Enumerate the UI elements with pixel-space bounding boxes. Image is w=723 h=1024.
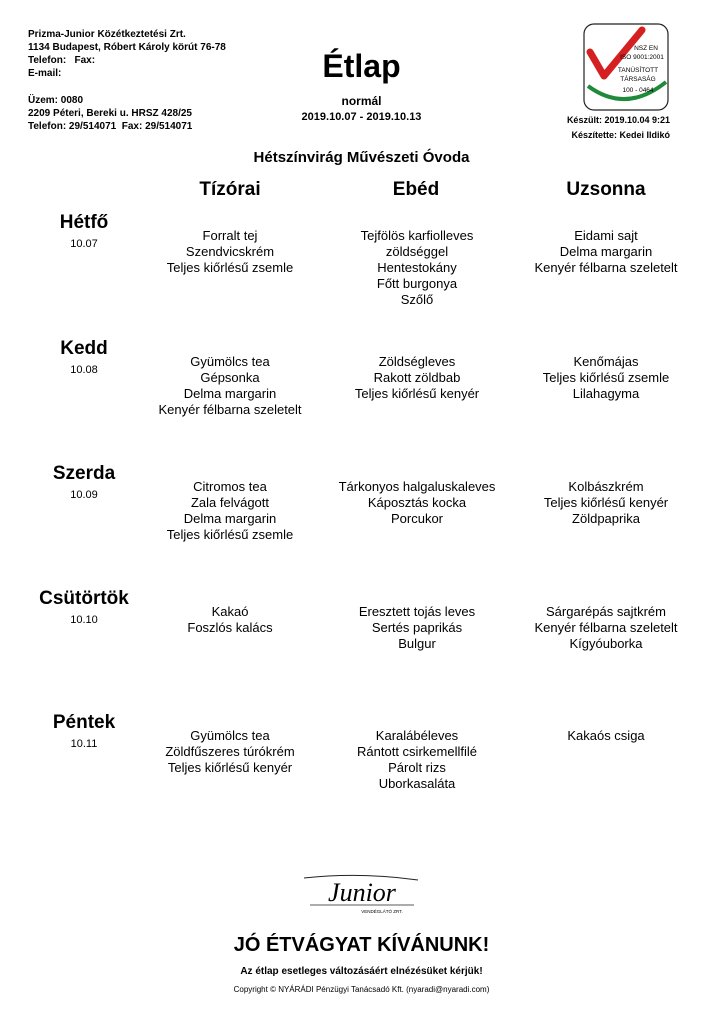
menu-cell-ebed (317, 728, 517, 792)
unit-phone: Telefon: 29/514071 Fax: 29/514071 (28, 121, 193, 132)
menu-item: Gépsonka (200, 370, 260, 385)
menu-item: Sárgarépás sajtkrém (546, 604, 666, 619)
school-name: Hétszínvirág Művészeti Óvoda (253, 149, 470, 166)
menu-item: Uborkasaláta (378, 776, 456, 791)
menu-item: Porcukor (390, 511, 444, 526)
company-email: E-mail: (28, 68, 62, 79)
menu-item: Kígyóuborka (569, 636, 643, 651)
menu-item: Kenyér félbarna szeletelt (534, 620, 678, 635)
menu-cell-uzsonna (506, 228, 706, 276)
menu-item: Zöldpaprika (572, 511, 640, 526)
menu-item: Foszlós kalács (187, 620, 273, 635)
menu-item: Rakott zöldbab (373, 370, 461, 385)
iso-certificate-seal (580, 22, 672, 112)
column-header-ebed: Ebéd (392, 179, 440, 200)
menu-item: Szendvicskrém (185, 244, 275, 259)
day-name: Csütörtök (39, 588, 129, 609)
day-date: 10.08 (70, 364, 98, 376)
menu-item: Párolt rizs (388, 760, 446, 775)
menu-item: zöldséggel (385, 244, 449, 259)
menu-cell-uzsonna (506, 604, 706, 652)
menu-cell-ebed (317, 479, 517, 527)
menu-item: Teljes kiőrlésű zsemle (542, 370, 670, 385)
menu-item: Főtt burgonya (376, 276, 458, 291)
menu-item: Gyümölcs tea (190, 354, 270, 369)
unit-address: 2209 Péteri, Bereki u. HRSZ 428/25 (28, 108, 192, 119)
menu-item: Gyümölcs tea (190, 728, 270, 743)
menu-cell-ebed (317, 354, 517, 402)
day-name: Hétfő (59, 212, 109, 233)
cert-line1: NSZ EN (634, 45, 658, 52)
menu-item: Zala felvágott (190, 495, 270, 510)
menu-item: Szőlő (400, 292, 434, 307)
cert-line2: ISO 9001:2001 (620, 54, 664, 61)
menu-item: Lilahagyma (572, 386, 640, 401)
menu-item: Kenyér félbarna szeletelt (158, 402, 302, 417)
menu-item: Forralt tej (202, 228, 258, 243)
menu-item: Káposztás kocka (367, 495, 467, 510)
menu-cell-ebed (317, 228, 517, 308)
column-header-uzsonna: Uzsonna (566, 179, 646, 200)
menu-period: 2019.10.07 - 2019.10.13 (301, 111, 422, 123)
cert-line4: TÁRSASÁG (620, 76, 656, 83)
company-name: Prizma-Junior Közétkeztetési Zrt. (28, 29, 186, 40)
menu-item: Tárkonyos halgaluskaleves (338, 479, 496, 494)
menu-cell-tizorai (130, 604, 330, 636)
menu-cell-tizorai (130, 354, 330, 418)
menu-item: Teljes kiőrlésű kenyér (167, 760, 293, 775)
change-note: Az étlap esetleges változásáért elnézésüket kérjük! (240, 966, 483, 977)
menu-cell-uzsonna (506, 479, 706, 527)
menu-item: Hentestokány (377, 260, 457, 275)
day-label (20, 462, 148, 502)
menu-item: Teljes kiőrlésű zsemle (166, 260, 294, 275)
menu-cell-tizorai (130, 728, 330, 776)
day-date: 10.07 (70, 238, 98, 250)
menu-item: Tejfölös karfiolleves (360, 228, 474, 243)
cert-line5: 100 - 0464 (622, 87, 654, 94)
menu-item: Delma margarin (559, 244, 653, 259)
cert-line3: TANÚSÍTOTT (617, 67, 659, 74)
menu-item: Kakaós csiga (567, 728, 645, 743)
logo-text: Junior (328, 878, 396, 907)
menu-item: Teljes kiőrlésű kenyér (354, 386, 480, 401)
menu-item: Rántott csirkemellfilé (357, 744, 477, 759)
menu-item: Eidami sajt (574, 228, 638, 243)
day-label (20, 211, 148, 251)
menu-cell-tizorai (130, 479, 330, 543)
created-by: Készítette: Kedei Ildikó (571, 130, 670, 140)
menu-item: Citromos tea (193, 479, 267, 494)
page-title: Étlap (322, 48, 401, 84)
day-date: 10.11 (70, 738, 98, 750)
unit-id: Üzem: 0080 (28, 95, 84, 106)
day-label (20, 587, 148, 627)
day-name: Kedd (60, 338, 108, 359)
day-name: Szerda (52, 463, 116, 484)
menu-variant: normál (341, 94, 382, 108)
menu-item: Delma margarin (183, 386, 277, 401)
menu-cell-uzsonna (506, 728, 706, 744)
menu-item: Delma margarin (183, 511, 277, 526)
menu-item: Zöldfűszeres túrókrém (165, 744, 295, 759)
menu-item: Kolbászkrém (568, 479, 644, 494)
menu-cell-uzsonna (506, 354, 706, 402)
day-label (20, 711, 148, 751)
copyright: Copyright © NYÁRÁDI Pénzügyi Tanácsadó Kft. (nyaradi@nyaradi.com) (233, 985, 490, 994)
day-date: 10.09 (70, 489, 98, 501)
menu-cell-tizorai (130, 228, 330, 276)
company-address: 1134 Budapest, Róbert Károly körút 76-78 (28, 42, 226, 53)
menu-item: Eresztett tojás leves (358, 604, 476, 619)
menu-item: Kenőmájas (573, 354, 639, 369)
day-name: Péntek (52, 712, 116, 733)
menu-item: Karalábéleves (375, 728, 459, 743)
logo-subtext: VENDÉGLÁTÓ ZRT. (361, 909, 403, 914)
creation-info (500, 113, 670, 143)
column-header-tizorai: Tízórai (199, 179, 261, 200)
menu-item: Zöldségleves (378, 354, 456, 369)
junior-logo (300, 874, 423, 916)
day-date: 10.10 (70, 614, 98, 626)
company-phone-fax: Telefon: Fax: (28, 55, 96, 66)
menu-item: Teljes kiőrlésű zsemle (166, 527, 294, 542)
menu-cell-ebed (317, 604, 517, 652)
menu-item: Bulgur (398, 636, 436, 651)
menu-item: Teljes kiőrlésű kenyér (543, 495, 669, 510)
created-date: Készült: 2019.10.04 9:21 (566, 115, 670, 125)
menu-item: Kenyér félbarna szeletelt (534, 260, 678, 275)
menu-item: Kakaó (211, 604, 249, 619)
menu-item: Sertés paprikás (371, 620, 463, 635)
slogan: JÓ ÉTVÁGYAT KÍVÁNUNK! (233, 934, 490, 956)
day-label (20, 337, 148, 377)
